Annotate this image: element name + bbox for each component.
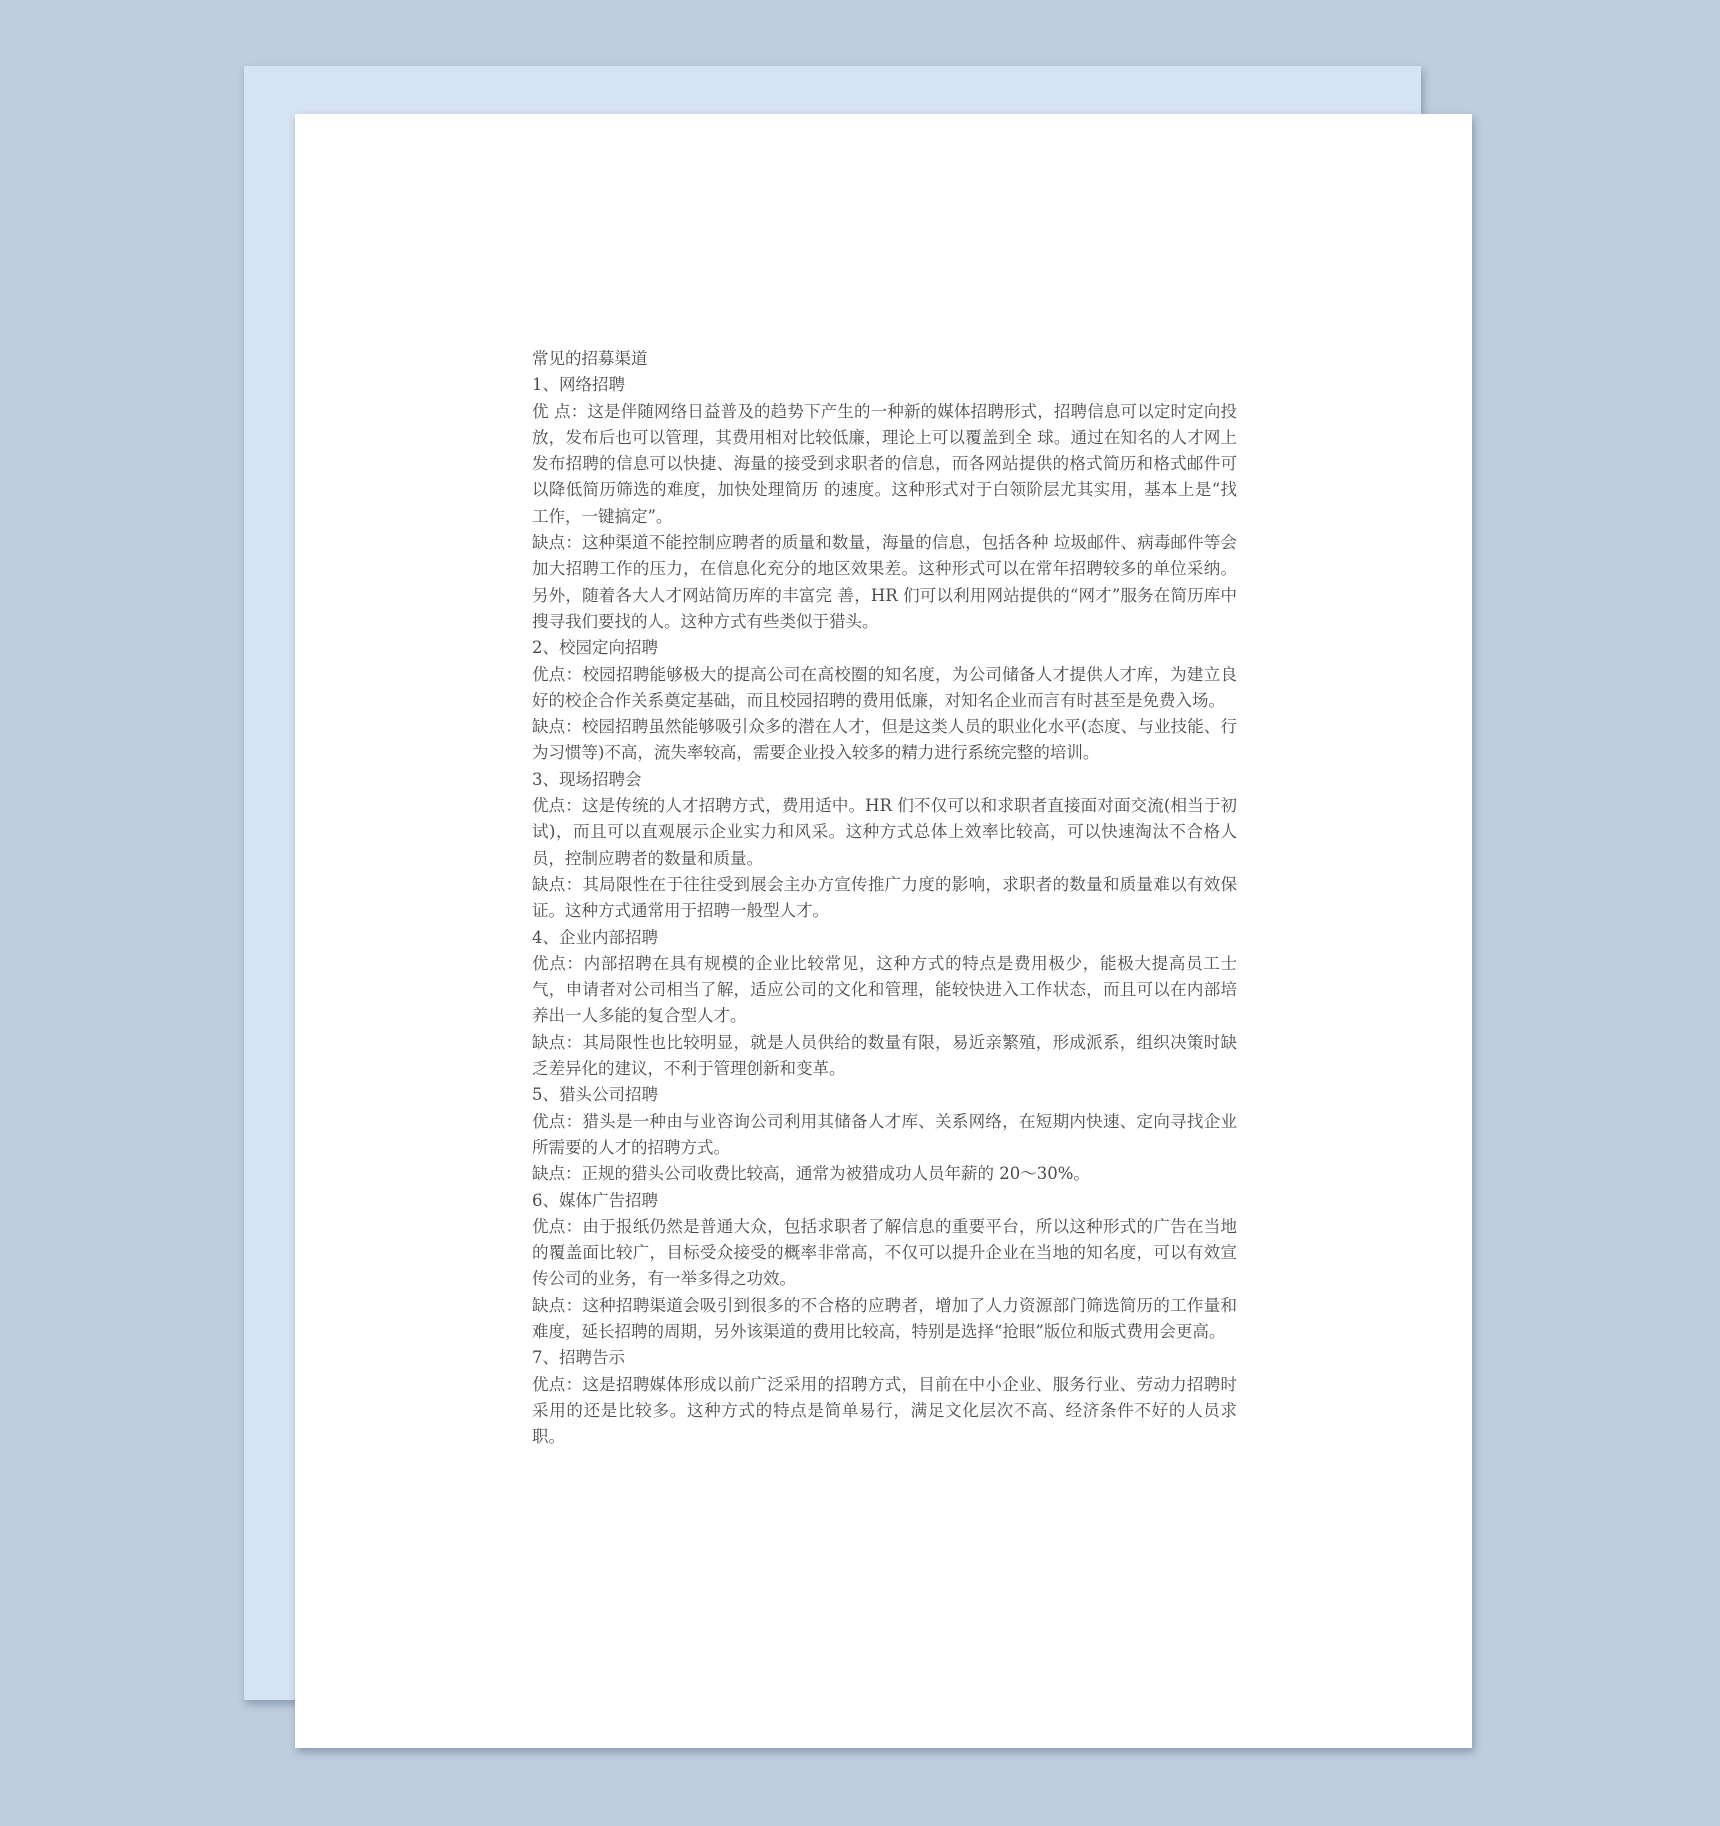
document-title: 常见的招募渠道 bbox=[532, 349, 648, 368]
paragraph: 缺点：这种渠道不能控制应聘者的质量和数量，海量的信息，包括各种 垃圾邮件、病毒邮件等会加大招聘工作的压力，在信息化充分的地区效果差。这种形式可以在常年招聘较多的单位采纳。另外，随着各大人才网站简历库的丰富完 善，HR 们可以利用网站提供的“网才”服务在简历库中搜寻我们要找的人。这种方式有些类似于猎头。 bbox=[532, 533, 1237, 631]
section-heading: 4、企业内部招聘 bbox=[532, 927, 658, 947]
paragraph: 优点：内部招聘在具有规模的企业比较常见，这种方式的特点是费用极少，能极大提高员工士气，申请者对公司相当了解，适应公司的文化和管理，能较快进入工作状态，而且可以在内部培养出一人多能的复合型人才。 bbox=[532, 953, 1237, 1026]
section-heading: 1、网络招聘 bbox=[532, 375, 625, 395]
document-body bbox=[532, 346, 1237, 1450]
paragraph: 优点：这是招聘媒体形成以前广泛采用的招聘方式，目前在中小企业、服务行业、劳动力招聘时采用的还是比较多。这种方式的特点是简单易行，满足文化层次不高、经济条件不好的人员求职。 bbox=[532, 1374, 1237, 1447]
paragraph: 缺点：这种招聘渠道会吸引到很多的不合格的应聘者，增加了人力资源部门筛选简历的工作量和难度，延长招聘的周期，另外该渠道的费用比较高，特别是选择“抢眼”版位和版式费用会更高。 bbox=[532, 1295, 1237, 1341]
section-heading: 2、校园定向招聘 bbox=[532, 638, 658, 658]
paragraph: 缺点：其局限性也比较明显，就是人员供给的数量有限，易近亲繁殖，形成派系，组织决策时缺乏差异化的建议，不利于管理创新和变革。 bbox=[532, 1032, 1237, 1079]
paragraph: 优点：这是传统的人才招聘方式，费用适中。HR 们不仅可以和求职者直接面对面交流(相当于初试)，而且可以直观展示企业实力和风采。这种方式总体上效率比较高，可以快速淘汰不合格人员，控制应聘者的数量和质量。 bbox=[532, 796, 1237, 868]
section-heading: 7、招聘告示 bbox=[532, 1348, 625, 1368]
paragraph: 缺点：校园招聘虽然能够吸引众多的潜在人才，但是这类人员的职业化水平(态度、与业技能、行为习惯等)不高，流失率较高，需要企业投入较多的精力进行系统完整的培训。 bbox=[532, 717, 1237, 763]
document-page bbox=[295, 114, 1472, 1748]
paragraph: 优 点：这是伴随网络日益普及的趋势下产生的一种新的媒体招聘形式，招聘信息可以定时定向投放，发布后也可以管理，其费用相对比较低廉，理论上可以覆盖到全 球。通过在知名的人才网上发布招聘的信息可以快捷、海量的接受到求职者的信息，而各网站提供的格式简历和格式邮件可以降低简历筛选的难度，加快处理简历 的速度。这种形式对于白领阶层尤其实用，基本上是“找工作，一键搞定”。 bbox=[532, 401, 1237, 526]
paragraph: 缺点：正规的猎头公司收费比较高，通常为被猎成功人员年薪的 20～30%。 bbox=[532, 1164, 1090, 1184]
section-heading: 5、猎头公司招聘 bbox=[532, 1085, 658, 1105]
paragraph: 优点：猎头是一种由与业咨询公司利用其储备人才库、关系网络，在短期内快速、定向寻找企业所需要的人才的招聘方式。 bbox=[532, 1111, 1237, 1157]
paragraph: 优点：校园招聘能够极大的提高公司在高校圈的知名度，为公司储备人才提供人才库，为建立良好的校企合作关系奠定基础，而且校园招聘的费用低廉，对知名企业而言有时甚至是免费入场。 bbox=[532, 664, 1237, 710]
section-heading: 6、媒体广告招聘 bbox=[532, 1190, 658, 1210]
paragraph: 缺点：其局限性在于往往受到展会主办方宣传推广力度的影响，求职者的数量和质量难以有效保证。这种方式通常用于招聘一般型人才。 bbox=[532, 874, 1237, 921]
paragraph: 优点：由于报纸仍然是普通大众，包括求职者了解信息的重要平台，所以这种形式的广告在当地的覆盖面比较广，目标受众接受的概率非常高，不仅可以提升企业在当地的知名度，可以有效宣传公司的业务，有一举多得之功效。 bbox=[532, 1216, 1237, 1289]
section-heading: 3、现场招聘会 bbox=[532, 769, 642, 789]
